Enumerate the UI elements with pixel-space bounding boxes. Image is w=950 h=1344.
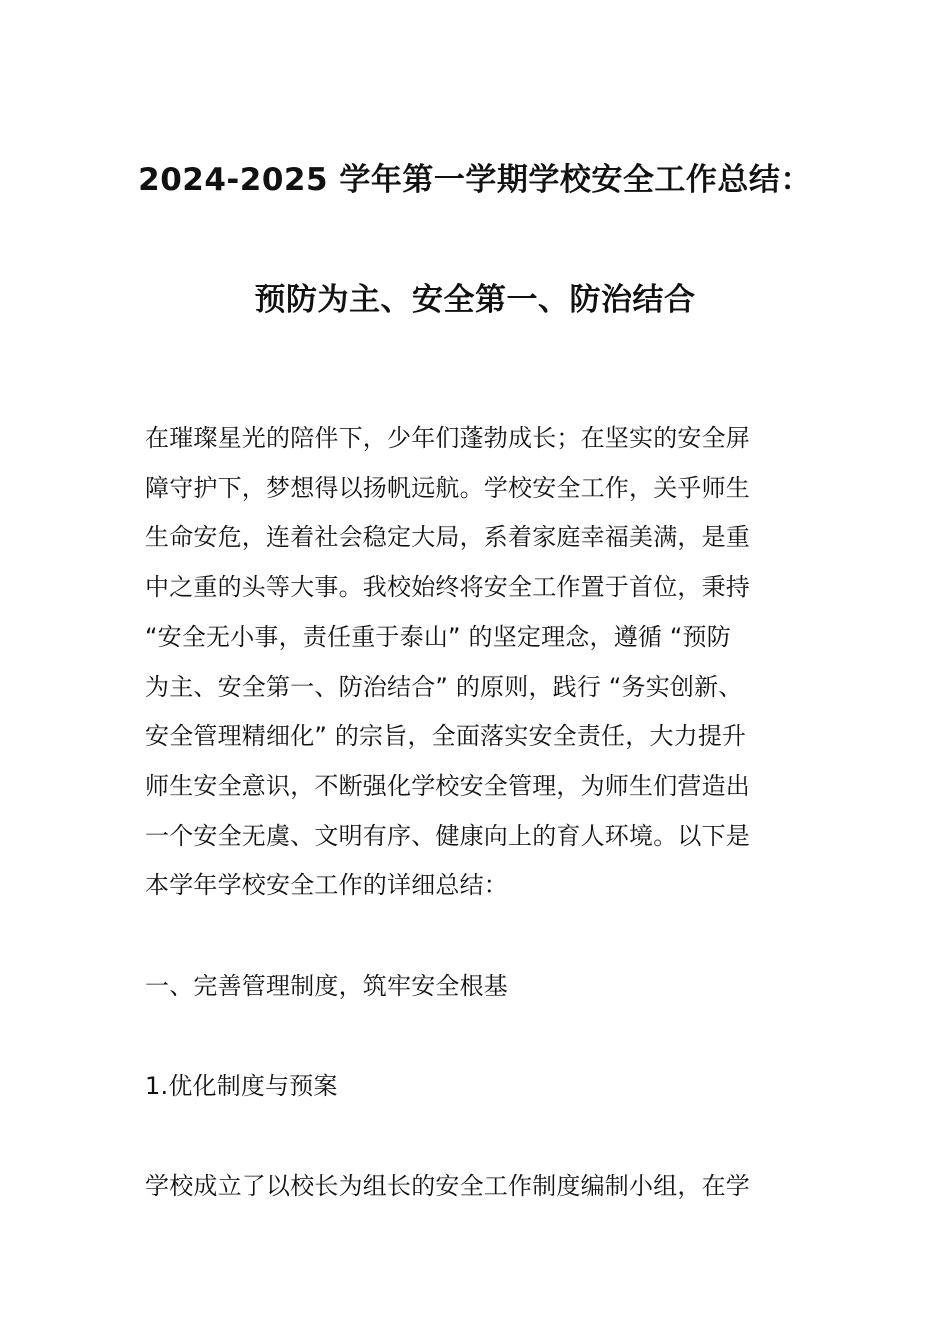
subsection-heading: 1.优化制度与预案 — [145, 1072, 338, 1100]
document-title-line-2: 预防为主、安全第一、防治结合 — [254, 282, 696, 318]
intro-line: 中之重的头等大事。我校始终将安全工作置于首位，秉持 — [145, 573, 750, 602]
intro-line: 师生安全意识，不断强化学校安全管理，为师生们营造出 — [145, 771, 750, 800]
intro-line: 一个安全无虞、文明有序、健康向上的育人环境。以下是 — [145, 821, 750, 850]
intro-line: 为主、安全第一、防治结合” 的原则，践行 “务实创新、 — [145, 672, 743, 701]
intro-line: 安全管理精细化” 的宗旨，全面落实安全责任，大力提升 — [145, 722, 747, 751]
section-heading: 一、完善管理制度，筑牢安全根基 — [145, 972, 508, 1000]
intro-line: 在璀璨星光的陪伴下，少年们蓬勃成长；在坚实的安全屏 — [145, 424, 750, 452]
body-paragraph: 学校成立了以校长为组长的安全工作制度编制小组，在学 — [145, 1172, 750, 1200]
intro-paragraph — [145, 414, 810, 911]
intro-line: “安全无小事，责任重于泰山” 的坚定理念，遵循 “预防 — [145, 622, 731, 651]
document-title-line-1: 2024-2025 学年第一学期学校安全工作总结： — [138, 162, 812, 198]
intro-line: 障守护下，梦想得以扬帆远航。学校安全工作，关乎师生 — [145, 473, 750, 502]
intro-line: 生命安危，连着社会稳定大局，系着家庭幸福美满，是重 — [145, 523, 750, 552]
intro-line: 本学年学校安全工作的详细总结： — [145, 871, 508, 900]
